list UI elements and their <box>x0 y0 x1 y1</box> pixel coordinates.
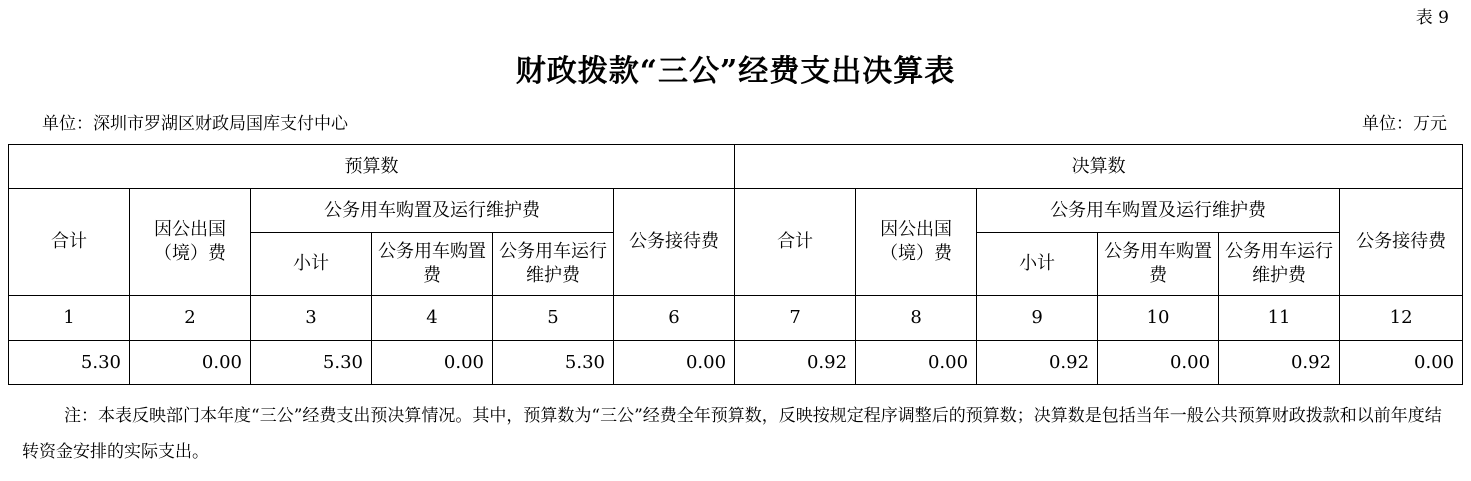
column-number-cell: 9 <box>977 296 1098 341</box>
value-row <box>9 341 1463 385</box>
value-cell: 0.00 <box>130 341 251 385</box>
budget-reception-header: 公务接待费 <box>614 189 735 296</box>
page-title: 财政拨款“三公”经费支出决算表 <box>515 54 956 89</box>
budget-total-header: 合计 <box>9 189 130 296</box>
column-number-cell: 10 <box>1098 296 1219 341</box>
column-number-row <box>9 296 1463 341</box>
final-group-header: 决算数 <box>735 145 1463 189</box>
column-number-cell: 1 <box>9 296 130 341</box>
column-number-cell: 7 <box>735 296 856 341</box>
column-number-cell: 11 <box>1219 296 1340 341</box>
budget-purchase-header: 公务用车购置费 <box>372 233 493 296</box>
final-purchase-header: 公务用车购置费 <box>1098 233 1219 296</box>
budget-subtotal-header: 小计 <box>251 233 372 296</box>
value-cell: 0.92 <box>977 341 1098 385</box>
column-header-row <box>9 189 1463 233</box>
budget-group-header: 预算数 <box>9 145 735 189</box>
value-cell: 5.30 <box>493 341 614 385</box>
budget-abroad-header: 因公出国（境）费 <box>130 189 251 296</box>
unit-organization: 单位：深圳市罗湖区财政局国库支付中心 <box>42 114 348 134</box>
final-vehicle-header: 公务用车购置及运行维护费 <box>977 189 1340 233</box>
column-number-cell: 5 <box>493 296 614 341</box>
column-number-cell: 6 <box>614 296 735 341</box>
final-abroad-header: 因公出国（境）费 <box>856 189 977 296</box>
table-number: 表 9 <box>1415 8 1449 28</box>
value-cell: 0.00 <box>1340 341 1463 385</box>
unit-currency: 单位：万元 <box>1362 114 1447 134</box>
value-cell: 0.00 <box>372 341 493 385</box>
final-subtotal-header: 小计 <box>977 233 1098 296</box>
budget-maintenance-header: 公务用车运行维护费 <box>493 233 614 296</box>
column-number-cell: 12 <box>1340 296 1463 341</box>
column-number-cell: 3 <box>251 296 372 341</box>
value-cell: 0.92 <box>735 341 856 385</box>
group-header-row <box>9 145 1463 189</box>
value-cell: 0.00 <box>1098 341 1219 385</box>
final-reception-header: 公务接待费 <box>1340 189 1463 296</box>
final-total-header: 合计 <box>735 189 856 296</box>
value-cell: 0.92 <box>1219 341 1340 385</box>
value-cell: 5.30 <box>9 341 130 385</box>
column-number-cell: 4 <box>372 296 493 341</box>
column-number-cell: 8 <box>856 296 977 341</box>
budget-vehicle-header: 公务用车购置及运行维护费 <box>251 189 614 233</box>
three-public-expenses-table <box>8 144 1463 385</box>
value-cell: 0.00 <box>614 341 735 385</box>
table-note: 注：本表反映部门本年度“三公”经费支出预决算情况。其中，预算数为“三公”经费全年预算数，反映按规定程序调整后的预算数；决算数是包括当年一般公共预算财政拨款和以前年度结转资金安排的实际支出。 <box>22 406 1442 462</box>
column-number-cell: 2 <box>130 296 251 341</box>
value-cell: 0.00 <box>856 341 977 385</box>
value-cell: 5.30 <box>251 341 372 385</box>
final-maintenance-header: 公务用车运行维护费 <box>1219 233 1340 296</box>
